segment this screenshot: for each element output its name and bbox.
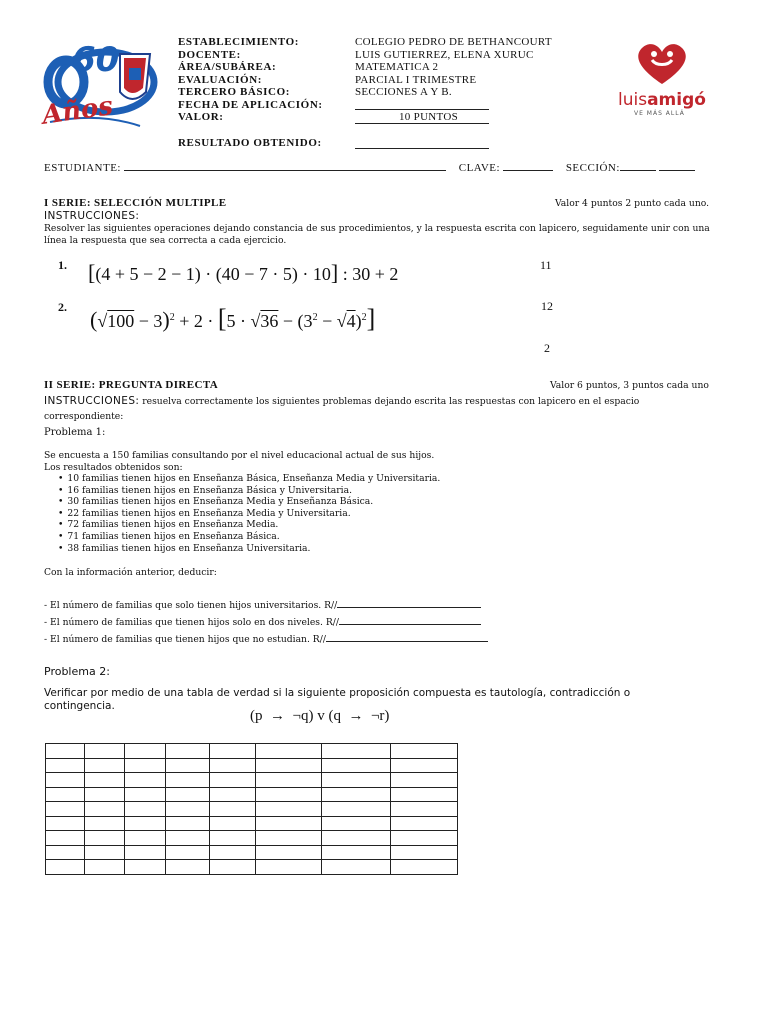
header-value-establecimiento: COLEGIO PEDRO DE BETHANCOURT bbox=[355, 36, 552, 48]
serie1-title: I SERIE: SELECCIÓN MULTIPLE bbox=[44, 197, 227, 209]
table-cell[interactable] bbox=[166, 773, 210, 788]
table-cell[interactable] bbox=[46, 758, 85, 773]
problem1-title: Problema 1: bbox=[44, 427, 106, 438]
table-row bbox=[46, 787, 458, 802]
anniversary-word: Años bbox=[40, 91, 115, 131]
table-cell[interactable] bbox=[85, 773, 125, 788]
exercise-1-expression: [(4 + 5 − 2 − 1) · (40 − 7 · 5) · 10] : 30 + 2 bbox=[88, 260, 399, 285]
header-value-valor: 10 PUNTOS bbox=[399, 111, 459, 123]
brand-prefix: luis bbox=[618, 90, 648, 110]
table-cell[interactable] bbox=[46, 773, 85, 788]
header-value-area: MATEMATICA 2 bbox=[355, 61, 439, 73]
table-cell[interactable] bbox=[46, 802, 85, 817]
student-label: ESTUDIANTE: bbox=[44, 162, 121, 174]
table-cell[interactable] bbox=[256, 860, 322, 875]
brand-name: amigó bbox=[647, 90, 706, 110]
table-cell[interactable] bbox=[125, 758, 166, 773]
table-cell[interactable] bbox=[210, 860, 256, 875]
table-cell[interactable] bbox=[322, 758, 391, 773]
exercise-2-expression: $(√100 - 3)^2 + 2 \cdot [5 \cdot √36 - (3^2 - √4)^2]$ bbox=[90, 304, 376, 333]
table-cell[interactable] bbox=[125, 860, 166, 875]
table-cell[interactable] bbox=[166, 816, 210, 831]
table-row bbox=[46, 773, 458, 788]
serie1-instr-label: INSTRUCCIONES: bbox=[44, 210, 140, 222]
header-label-grado: TERCERO BÁSICO: bbox=[178, 86, 290, 98]
table-cell[interactable] bbox=[85, 802, 125, 817]
list-item: • 38 familias tienen hijos en Enseñanza Universitaria. bbox=[58, 543, 440, 555]
answer-option-3: 2 bbox=[544, 341, 550, 355]
problem1-bullet-list bbox=[58, 473, 440, 554]
serie2-value: Valor 6 puntos, 3 puntos cada uno bbox=[550, 380, 709, 391]
table-cell[interactable] bbox=[166, 787, 210, 802]
table-cell[interactable] bbox=[322, 860, 391, 875]
table-cell[interactable] bbox=[85, 744, 125, 759]
table-cell[interactable] bbox=[256, 744, 322, 759]
table-cell[interactable] bbox=[125, 773, 166, 788]
table-cell[interactable] bbox=[210, 744, 256, 759]
header-value-docente: LUIS GUTIERREZ, ELENA XURUC bbox=[355, 48, 534, 61]
answer-option-2: 12 bbox=[541, 299, 553, 313]
table-cell[interactable] bbox=[256, 758, 322, 773]
table-row bbox=[46, 744, 458, 759]
serie2-instr-label: INSTRUCCIONES: bbox=[44, 395, 140, 407]
table-cell[interactable] bbox=[256, 773, 322, 788]
table-cell[interactable] bbox=[210, 802, 256, 817]
table-cell[interactable] bbox=[125, 845, 166, 860]
header-label-evaluacion: EVALUACIÓN: bbox=[178, 73, 263, 86]
problem1-question-1 bbox=[44, 597, 481, 612]
table-cell[interactable] bbox=[125, 802, 166, 817]
table-cell[interactable] bbox=[85, 860, 125, 875]
table-cell[interactable] bbox=[46, 816, 85, 831]
table-cell[interactable] bbox=[210, 831, 256, 846]
truth-table[interactable] bbox=[45, 743, 458, 875]
problem2-formula: (p → ¬q) v (q → ¬r) bbox=[250, 708, 390, 724]
list-item: • 16 familias tienen hijos en Enseñanza Básica y Universitaria. bbox=[58, 485, 440, 497]
table-cell[interactable] bbox=[46, 860, 85, 875]
student-line bbox=[44, 160, 695, 174]
fecha-blank-line[interactable] bbox=[355, 109, 489, 110]
table-cell[interactable] bbox=[322, 787, 391, 802]
table-cell[interactable] bbox=[125, 744, 166, 759]
header-label-valor: VALOR: bbox=[178, 111, 224, 123]
luisamigo-logo bbox=[618, 40, 714, 122]
table-cell[interactable] bbox=[166, 744, 210, 759]
list-item: • 30 familias tienen hijos en Enseñanza Media y Enseñanza Básica. bbox=[58, 496, 440, 508]
exercise-2-number: 2. bbox=[58, 300, 67, 314]
table-cell[interactable] bbox=[391, 845, 458, 860]
brand-tagline: VE MÁS ALLÁ bbox=[634, 110, 685, 117]
table-cell[interactable] bbox=[46, 787, 85, 802]
table-cell[interactable] bbox=[322, 744, 391, 759]
table-cell[interactable] bbox=[391, 773, 458, 788]
table-cell[interactable] bbox=[322, 816, 391, 831]
anniversary-number: 60 bbox=[72, 40, 120, 80]
problem2-title: Problema 2: bbox=[44, 665, 110, 678]
table-cell[interactable] bbox=[256, 802, 322, 817]
table-cell[interactable] bbox=[391, 831, 458, 846]
table-cell[interactable] bbox=[85, 758, 125, 773]
answer-field-3[interactable] bbox=[326, 631, 488, 642]
list-item: • 10 familias tienen hijos en Enseñanza Básica, Enseñanza Media y Universitaria. bbox=[58, 473, 440, 485]
problem1-intro: Se encuesta a 150 familias consultando por el nivel educacional actual de sus hijos. bbox=[44, 450, 435, 461]
heart-hands-icon bbox=[632, 40, 692, 88]
student-name-field[interactable] bbox=[124, 160, 446, 171]
table-cell[interactable] bbox=[322, 773, 391, 788]
anniversary-logo bbox=[36, 40, 168, 132]
table-cell[interactable] bbox=[256, 831, 322, 846]
table-cell[interactable] bbox=[46, 744, 85, 759]
serie2-instructions bbox=[44, 393, 720, 422]
table-cell[interactable] bbox=[391, 816, 458, 831]
problem1-question-2 bbox=[44, 614, 481, 629]
list-item: • 22 familias tienen hijos en Enseñanza Media y Universitaria. bbox=[58, 508, 440, 520]
table-cell[interactable] bbox=[256, 816, 322, 831]
section-field-2[interactable] bbox=[659, 160, 695, 171]
table-cell[interactable] bbox=[166, 845, 210, 860]
table-cell[interactable] bbox=[391, 860, 458, 875]
serie2-title: II SERIE: PREGUNTA DIRECTA bbox=[44, 379, 219, 391]
table-cell[interactable] bbox=[391, 744, 458, 759]
question-text: - El número de familias que tienen hijos que no estudian. R// bbox=[44, 634, 326, 645]
table-cell[interactable] bbox=[85, 831, 125, 846]
table-cell[interactable] bbox=[322, 845, 391, 860]
table-row bbox=[46, 845, 458, 860]
table-cell[interactable] bbox=[46, 831, 85, 846]
table-cell[interactable] bbox=[391, 758, 458, 773]
table-cell[interactable] bbox=[85, 787, 125, 802]
exercise-1-number: 1. bbox=[58, 258, 67, 272]
table-cell[interactable] bbox=[210, 845, 256, 860]
header-label-resultado: RESULTADO OBTENIDO: bbox=[178, 137, 322, 149]
table-row bbox=[46, 816, 458, 831]
problem1-intro-2: Los resultados obtenidos son: bbox=[44, 461, 183, 473]
header-value-grado: SECCIONES A Y B. bbox=[355, 86, 452, 98]
table-cell[interactable] bbox=[125, 831, 166, 846]
answer-field-2[interactable] bbox=[339, 614, 481, 625]
table-cell[interactable] bbox=[210, 758, 256, 773]
table-row bbox=[46, 860, 458, 875]
resultado-blank-line[interactable] bbox=[355, 148, 489, 149]
table-cell[interactable] bbox=[166, 831, 210, 846]
table-row bbox=[46, 831, 458, 846]
key-label: CLAVE: bbox=[458, 162, 501, 174]
table-row bbox=[46, 802, 458, 817]
section-label: SECCIÓN: bbox=[565, 162, 620, 174]
table-cell[interactable] bbox=[322, 831, 391, 846]
table-cell[interactable] bbox=[125, 816, 166, 831]
header-value-evaluacion: PARCIAL I TRIMESTRE bbox=[355, 73, 477, 86]
table-cell[interactable] bbox=[85, 816, 125, 831]
table-cell[interactable] bbox=[210, 816, 256, 831]
table-cell[interactable] bbox=[166, 802, 210, 817]
table-cell[interactable] bbox=[210, 773, 256, 788]
table-cell[interactable] bbox=[391, 802, 458, 817]
serie1-value: Valor 4 puntos 2 punto cada uno. bbox=[555, 198, 710, 209]
answer-option-1: 11 bbox=[540, 258, 552, 272]
header-label-establecimiento: ESTABLECIMIENTO: bbox=[178, 36, 300, 48]
problem1-question-3 bbox=[44, 631, 488, 646]
valor-underline bbox=[355, 123, 489, 124]
question-text: - El número de familias que solo tienen hijos universitarios. R// bbox=[44, 600, 338, 611]
table-cell[interactable] bbox=[125, 787, 166, 802]
header-label-fecha: FECHA DE APLICACIÓN: bbox=[178, 98, 323, 111]
question-text: - El número de familias que tienen hijos solo en dos niveles. R// bbox=[44, 617, 339, 628]
table-row bbox=[46, 758, 458, 773]
list-item: • 72 familias tienen hijos en Enseñanza Media. bbox=[58, 519, 440, 531]
table-cell[interactable] bbox=[322, 802, 391, 817]
table-cell[interactable] bbox=[166, 758, 210, 773]
table-cell[interactable] bbox=[46, 845, 85, 860]
serie1-instr-text: Resolver las siguientes operaciones dejando constancia de sus procedimientos, y la respuesta escrita con lapicero, seguidamente unir con una línea la respuesta que sea correcta a cada ejercicio. bbox=[44, 223, 710, 246]
serie2-instr-text: resuelva correctamente los siguientes problemas dejando escrita las respuestas con lapicero en el espacio correspondiente: bbox=[44, 396, 640, 422]
table-cell[interactable] bbox=[256, 845, 322, 860]
table-cell[interactable] bbox=[85, 845, 125, 860]
section-field[interactable] bbox=[620, 160, 656, 171]
key-field[interactable] bbox=[503, 160, 553, 171]
table-cell[interactable] bbox=[210, 787, 256, 802]
table-cell[interactable] bbox=[256, 787, 322, 802]
answer-field-1[interactable] bbox=[337, 597, 481, 608]
table-cell[interactable] bbox=[391, 787, 458, 802]
problem2-text: Verificar por medio de una tabla de verdad si la siguiente proposición compuesta es tautología, contradicción o contingencia. bbox=[44, 687, 631, 712]
header-label-area: ÁREA/SUBÁREA: bbox=[178, 61, 277, 73]
problem1-deduce: Con la información anterior, deducir: bbox=[44, 567, 217, 578]
list-item: • 71 familias tienen hijos en Enseñanza Básica. bbox=[58, 531, 440, 543]
header-label-docente: DOCENTE: bbox=[178, 48, 241, 61]
table-cell[interactable] bbox=[166, 860, 210, 875]
